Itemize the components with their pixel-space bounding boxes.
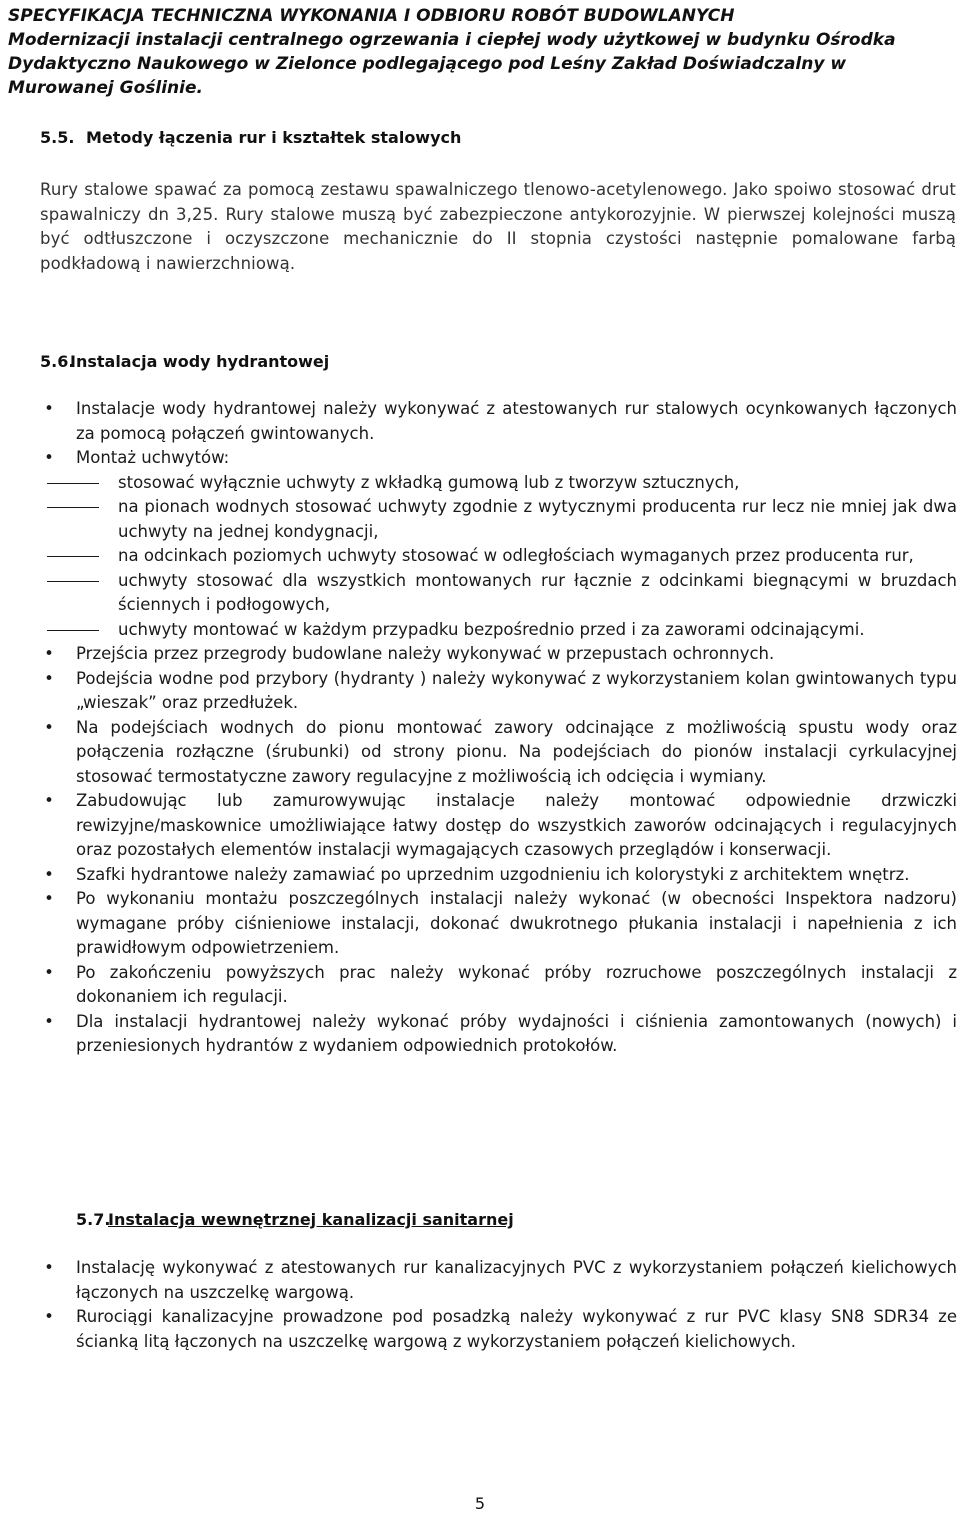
list-item: • Rurociągi kanalizacyjne prowadzone pod posadzką należy wykonywać z rur PVC klasy SN8 SDR34 ze ścianką litą łączonych na uszczelkę wargową z wykorzystaniem połączeń kielichowych. [9, 1305, 957, 1354]
dash-list [76, 471, 957, 643]
section-title: Instalacja wody hydrantowej [70, 352, 330, 371]
bullet-icon: • [44, 962, 54, 982]
list-item: • Po wykonaniu montażu poszczególnych instalacji należy wykonać (w obecności Inspektora nadzoru) wymagane próby ciśnieniowe instalacji, dokonać dwukrotnego płukania instalacji i napełnienia z ich prawidłowym odpowietrzeniem. [9, 887, 957, 961]
bullet-icon: • [44, 644, 54, 663]
dash-item: na odcinkach poziomych uchwyty stosować w odległościach wymaganych przez producenta rur, [9, 544, 957, 569]
bullet-icon: • [44, 1307, 54, 1326]
list-item: • Instalacje wody hydrantowej należy wykonywać z atestowanych rur stalowych ocynkowanych łączonych za pomocą połączeń gwintowanych. [9, 397, 957, 446]
dash-icon [47, 581, 99, 582]
dash-item: uchwyty stosować dla wszystkich montowanych rur łącznie z odcinkami biegnącymi w bruzdach ściennych i podłogowych, [9, 569, 957, 618]
bullet-icon: • [44, 889, 54, 908]
bullet-icon: • [44, 717, 54, 737]
bullet-list-hydrant [9, 397, 957, 1059]
dash-item: na pionach wodnych stosować uchwyty zgodnie z wytycznymi producenta rur lecz nie mniej jak dwa uchwyty na jednej kondygnacji, [9, 495, 957, 544]
list-item: • Przejścia przez przegrody budowlane należy wykonywać w przepustach ochronnych. [9, 642, 957, 667]
section-paragraph: Rury stalowe spawać za pomocą zestawu spawalniczego tlenowo-acetylenowego. Jako spoiwo stosować drut spawalniczy dn 3,25. Rury stalowe muszą być zabezpieczone antykorozyjnie. W pierwszej kolejności muszą być odtłuszczone i oczyszczone mechanicznie do II stopnia czystości następnie pomalowane farbą podkładową i nawierzchniową. [40, 180, 956, 273]
section-title: Metody łączenia rur i kształtek stalowych [86, 128, 462, 147]
bullet-icon: • [44, 1011, 54, 1031]
bullet-icon: • [44, 864, 54, 884]
list-item: • Zabudowując lub zamurowywując instalacje należy montować odpowiednie drzwiczki rewizyjne/maskownice umożliwiające łatwy dostęp do wszystkich zaworów odcinających i regulacyjnych oraz pozostałych elementów instalacji wymagających czasowych przeglądów i konserwacji. [9, 789, 957, 863]
list-item: • Szafki hydrantowe należy zamawiać po uprzednim uzgodnieniu ich kolorystyki z architektem wnętrz. [9, 863, 957, 888]
list-item: • Instalację wykonywać z atestowanych rur kanalizacyjnych PVC z wykorzystaniem połączeń kielichowych łączonych na uszczelkę wargową. [9, 1256, 957, 1305]
page-number: 5 [474, 1494, 486, 1513]
dash-item: stosować wyłącznie uchwyty z wkładką gumową lub z tworzyw sztucznych, [9, 471, 957, 496]
dash-icon [47, 630, 99, 631]
header-line: SPECYFIKACJA TECHNICZNA WYKONANIA I ODBIORU ROBÓT BUDOWLANYCH [8, 6, 735, 26]
list-item: • Podejścia wodne pod przybory (hydranty ) należy wykonywać z wykorzystaniem kolan gwintowanych typu „wieszak” oraz przedłużek. [9, 667, 957, 716]
section-number: 5.6. [40, 352, 75, 371]
dash-icon [47, 483, 99, 484]
section-title: Instalacja wewnętrznej kanalizacji sanitarnej [108, 1210, 514, 1229]
list-item: • Na podejściach wodnych do pionu montować zawory odcinające z możliwością spustu wody oraz połączenia rozłączne (śrubunki) od strony pionu. Na podejściach do pionów instalacji cyrkulacyjnej stosować termostatyczne zawory regulacyjne z możliwością ich odcięcia i wymiany. [9, 716, 957, 790]
section-number: 5.7. [76, 1210, 111, 1229]
dash-icon [47, 507, 99, 508]
section-number: 5.5. [40, 128, 75, 147]
header-line: Murowanej Goślinie. [8, 78, 203, 98]
section-heading-5-5 [40, 128, 461, 147]
bullet-icon: • [44, 791, 54, 810]
header-line: Dydaktyczno Naukowego w Zielonce podlegającego pod Leśny Zakład Doświadczalny w [8, 54, 847, 74]
dash-icon [47, 556, 99, 557]
list-item: • Dla instalacji hydrantowej należy wykonać próby wydajności i ciśnienia zamontowanych (nowych) i przeniesionych hydrantów z wydaniem odpowiednich protokołów. [9, 1010, 957, 1059]
bullet-icon: • [44, 448, 54, 467]
bullet-icon: • [44, 1258, 54, 1277]
bullet-icon: • [44, 399, 54, 418]
document-header [8, 4, 948, 100]
bullet-icon: • [44, 668, 54, 688]
dash-item: uchwyty montować w każdym przypadku bezpośrednio przed i za zaworami odcinającymi. [9, 618, 957, 643]
header-line: Modernizacji instalacji centralnego ogrzewania i ciepłej wody użytkowej w budynku Ośrodka [8, 30, 896, 50]
section-heading-5-7 [76, 1210, 514, 1229]
section-heading-5-6 [40, 352, 329, 371]
list-item: • Montaż uchwytów: stosować wyłącznie uchwyty z wkładką gumową lub z tworzyw sztucznych, na pionach wodnych stosować uchwyty zgodnie z wytycznymi producenta rur lecz nie mniej jak dwa uchwyty na jednej kondygnacji, na odcinkach poziomych uchwyty stosować w odległościach wymaganych przez producenta rur, uchwyty stosować dla wszystkich montowanych rur łącznie z odcinkami biegnącymi w bruzdach ściennych i podłogowych, uchwyty montować w każdym przypadku bezpośrednio przed i za zaworami odcinającymi. [9, 446, 957, 642]
bullet-list-sewage [9, 1256, 957, 1354]
list-item: • Po zakończeniu powyższych prac należy wykonać próby rozruchowe poszczególnych instalacji z dokonaniem ich regulacji. [9, 961, 957, 1010]
